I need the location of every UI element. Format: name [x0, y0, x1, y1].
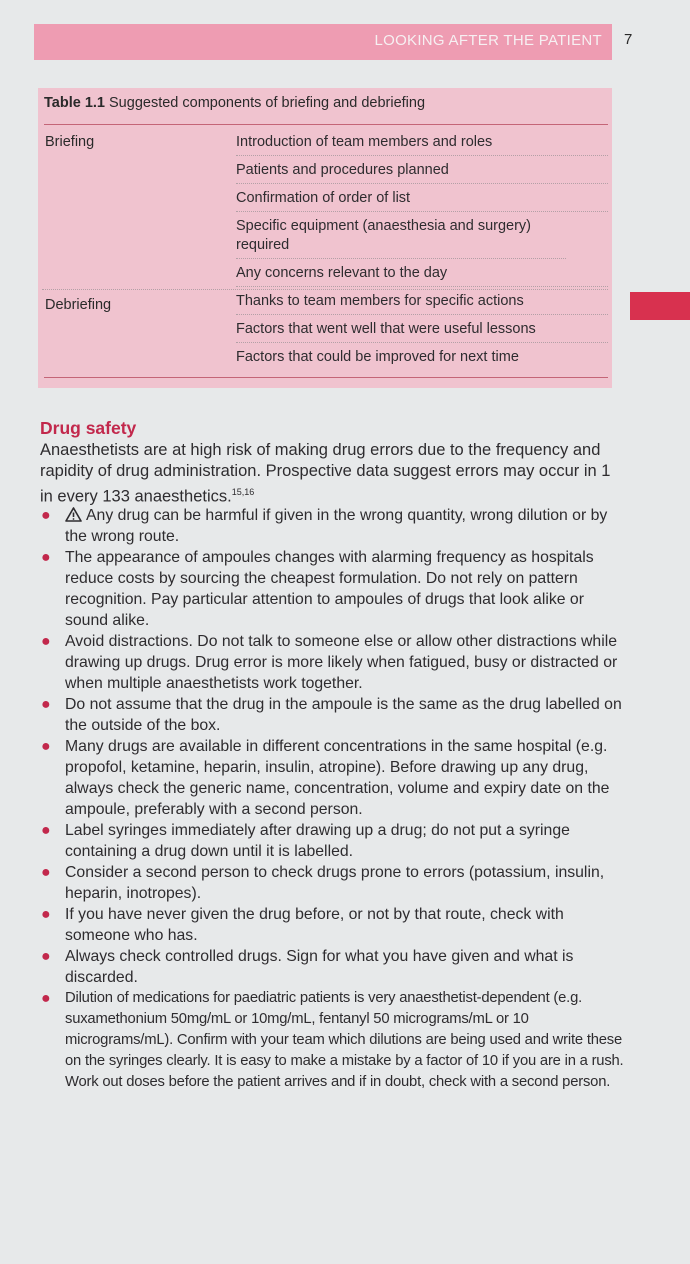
group-label-debriefing: Debriefing [45, 297, 112, 313]
group-separator [42, 289, 608, 290]
list-item [40, 736, 630, 820]
group-label-briefing: Briefing [45, 134, 95, 150]
bullet-text: Many drugs are available in different concentrations in the same hospital (e.g. propofol, ketamine, heparin, insulin, atropine). Before drawing up any drug, always check the generic name, concentration, volume and expiry date on the ampoule, preferably with a second person. [65, 738, 610, 818]
page-number: 7 [624, 31, 633, 48]
bullet-icon: ● [41, 633, 51, 650]
table-cell: Any concerns relevant to the day [236, 264, 608, 287]
list-item [40, 862, 630, 904]
list-item [40, 505, 630, 547]
table-cell: Factors that could be improved for next time [236, 349, 519, 365]
list-item [40, 988, 630, 1093]
table-bottom-rule [44, 377, 608, 378]
list-item [40, 694, 630, 736]
table-caption [44, 95, 425, 111]
bullet-icon: ● [41, 906, 51, 923]
bullet-icon: ● [41, 738, 51, 755]
bullet-icon: ● [41, 507, 51, 524]
table-caption-text: Suggested components of briefing and debriefing [109, 95, 426, 111]
bullet-icon: ● [41, 990, 51, 1007]
chapter-edge-tab [630, 292, 690, 320]
bullet-text: If you have never given the drug before, or not by that route, check with someone who has. [65, 906, 564, 944]
bullet-icon: ● [41, 549, 51, 566]
drug-safety-bullets [40, 505, 630, 1093]
table-cell: Introduction of team members and roles [236, 133, 608, 156]
list-item [40, 547, 630, 631]
table-cell: Factors that went well that were useful lessons [236, 320, 608, 343]
bullet-icon: ● [41, 864, 51, 881]
intro-text: Anaesthetists are at high risk of making drug errors due to the frequency and rapidity of drug administration. Prospective data suggest errors may occur in 1 in every 133 anaesthetics. [40, 441, 611, 506]
bullet-text: Always check controlled drugs. Sign for what you have given and what is discarded. [65, 948, 574, 986]
table-cell: Confirmation of order of list [236, 189, 608, 212]
bullet-text: The appearance of ampoules changes with alarming frequency as hospitals reduce costs by sourcing the cheapest formulation. Do not rely on pattern recognition. Pay particular attention to ampoules of drugs that look alike or sound alike. [65, 549, 594, 629]
bullet-text: Consider a second person to check drugs prone to errors (potassium, insulin, heparin, inotropes). [65, 864, 605, 902]
bullet-icon: ● [41, 696, 51, 713]
table-cell: Patients and procedures planned [236, 161, 608, 184]
list-item [40, 820, 630, 862]
section-intro [40, 440, 624, 508]
bullet-icon: ● [41, 948, 51, 965]
list-item [40, 904, 630, 946]
table-caption-number: Table 1.1 [44, 95, 105, 111]
table-top-rule [44, 124, 608, 125]
running-head: LOOKING AFTER THE PATIENT [374, 32, 602, 49]
list-item [40, 946, 630, 988]
section-title: Drug safety [40, 418, 137, 438]
bullet-text: Avoid distractions. Do not talk to someone else or allow other distractions while drawing up drugs. Drug error is more likely when fatigued, busy or distracted or when multiple anaesthetists work together. [65, 633, 618, 692]
bullet-text: Do not assume that the drug in the ampoule is the same as the drug labelled on the outside of the box. [65, 696, 622, 734]
warning-icon [65, 507, 82, 522]
briefing-table [38, 88, 612, 388]
running-head-band [34, 24, 612, 60]
table-cell: Specific equipment (anaesthesia and surgery) required [236, 217, 566, 259]
bullet-text: Any drug can be harmful if given in the wrong quantity, wrong dilution or by the wrong route. [65, 507, 608, 545]
table-cell: Thanks to team members for specific actions [236, 292, 608, 315]
intro-references: 15,16 [231, 487, 255, 497]
bullet-text: Dilution of medications for paediatric patients is very anaesthetist-dependent (e.g. suxamethonium 50mg/mL or 10mg/mL, fentanyl 50 micrograms/mL or 10 micrograms/mL). Confirm with your team which dilutions are being used and write these on the syringes clearly. It is easy to make a mistake by a factor of 10 if you are in a rush. Work out doses before the patient arrives and if in doubt, check with a second person. [65, 990, 624, 1090]
bullet-icon: ● [41, 822, 51, 839]
bullet-text: Label syringes immediately after drawing up a drug; do not put a syringe containing a drug down until it is labelled. [65, 822, 570, 860]
list-item [40, 631, 630, 694]
